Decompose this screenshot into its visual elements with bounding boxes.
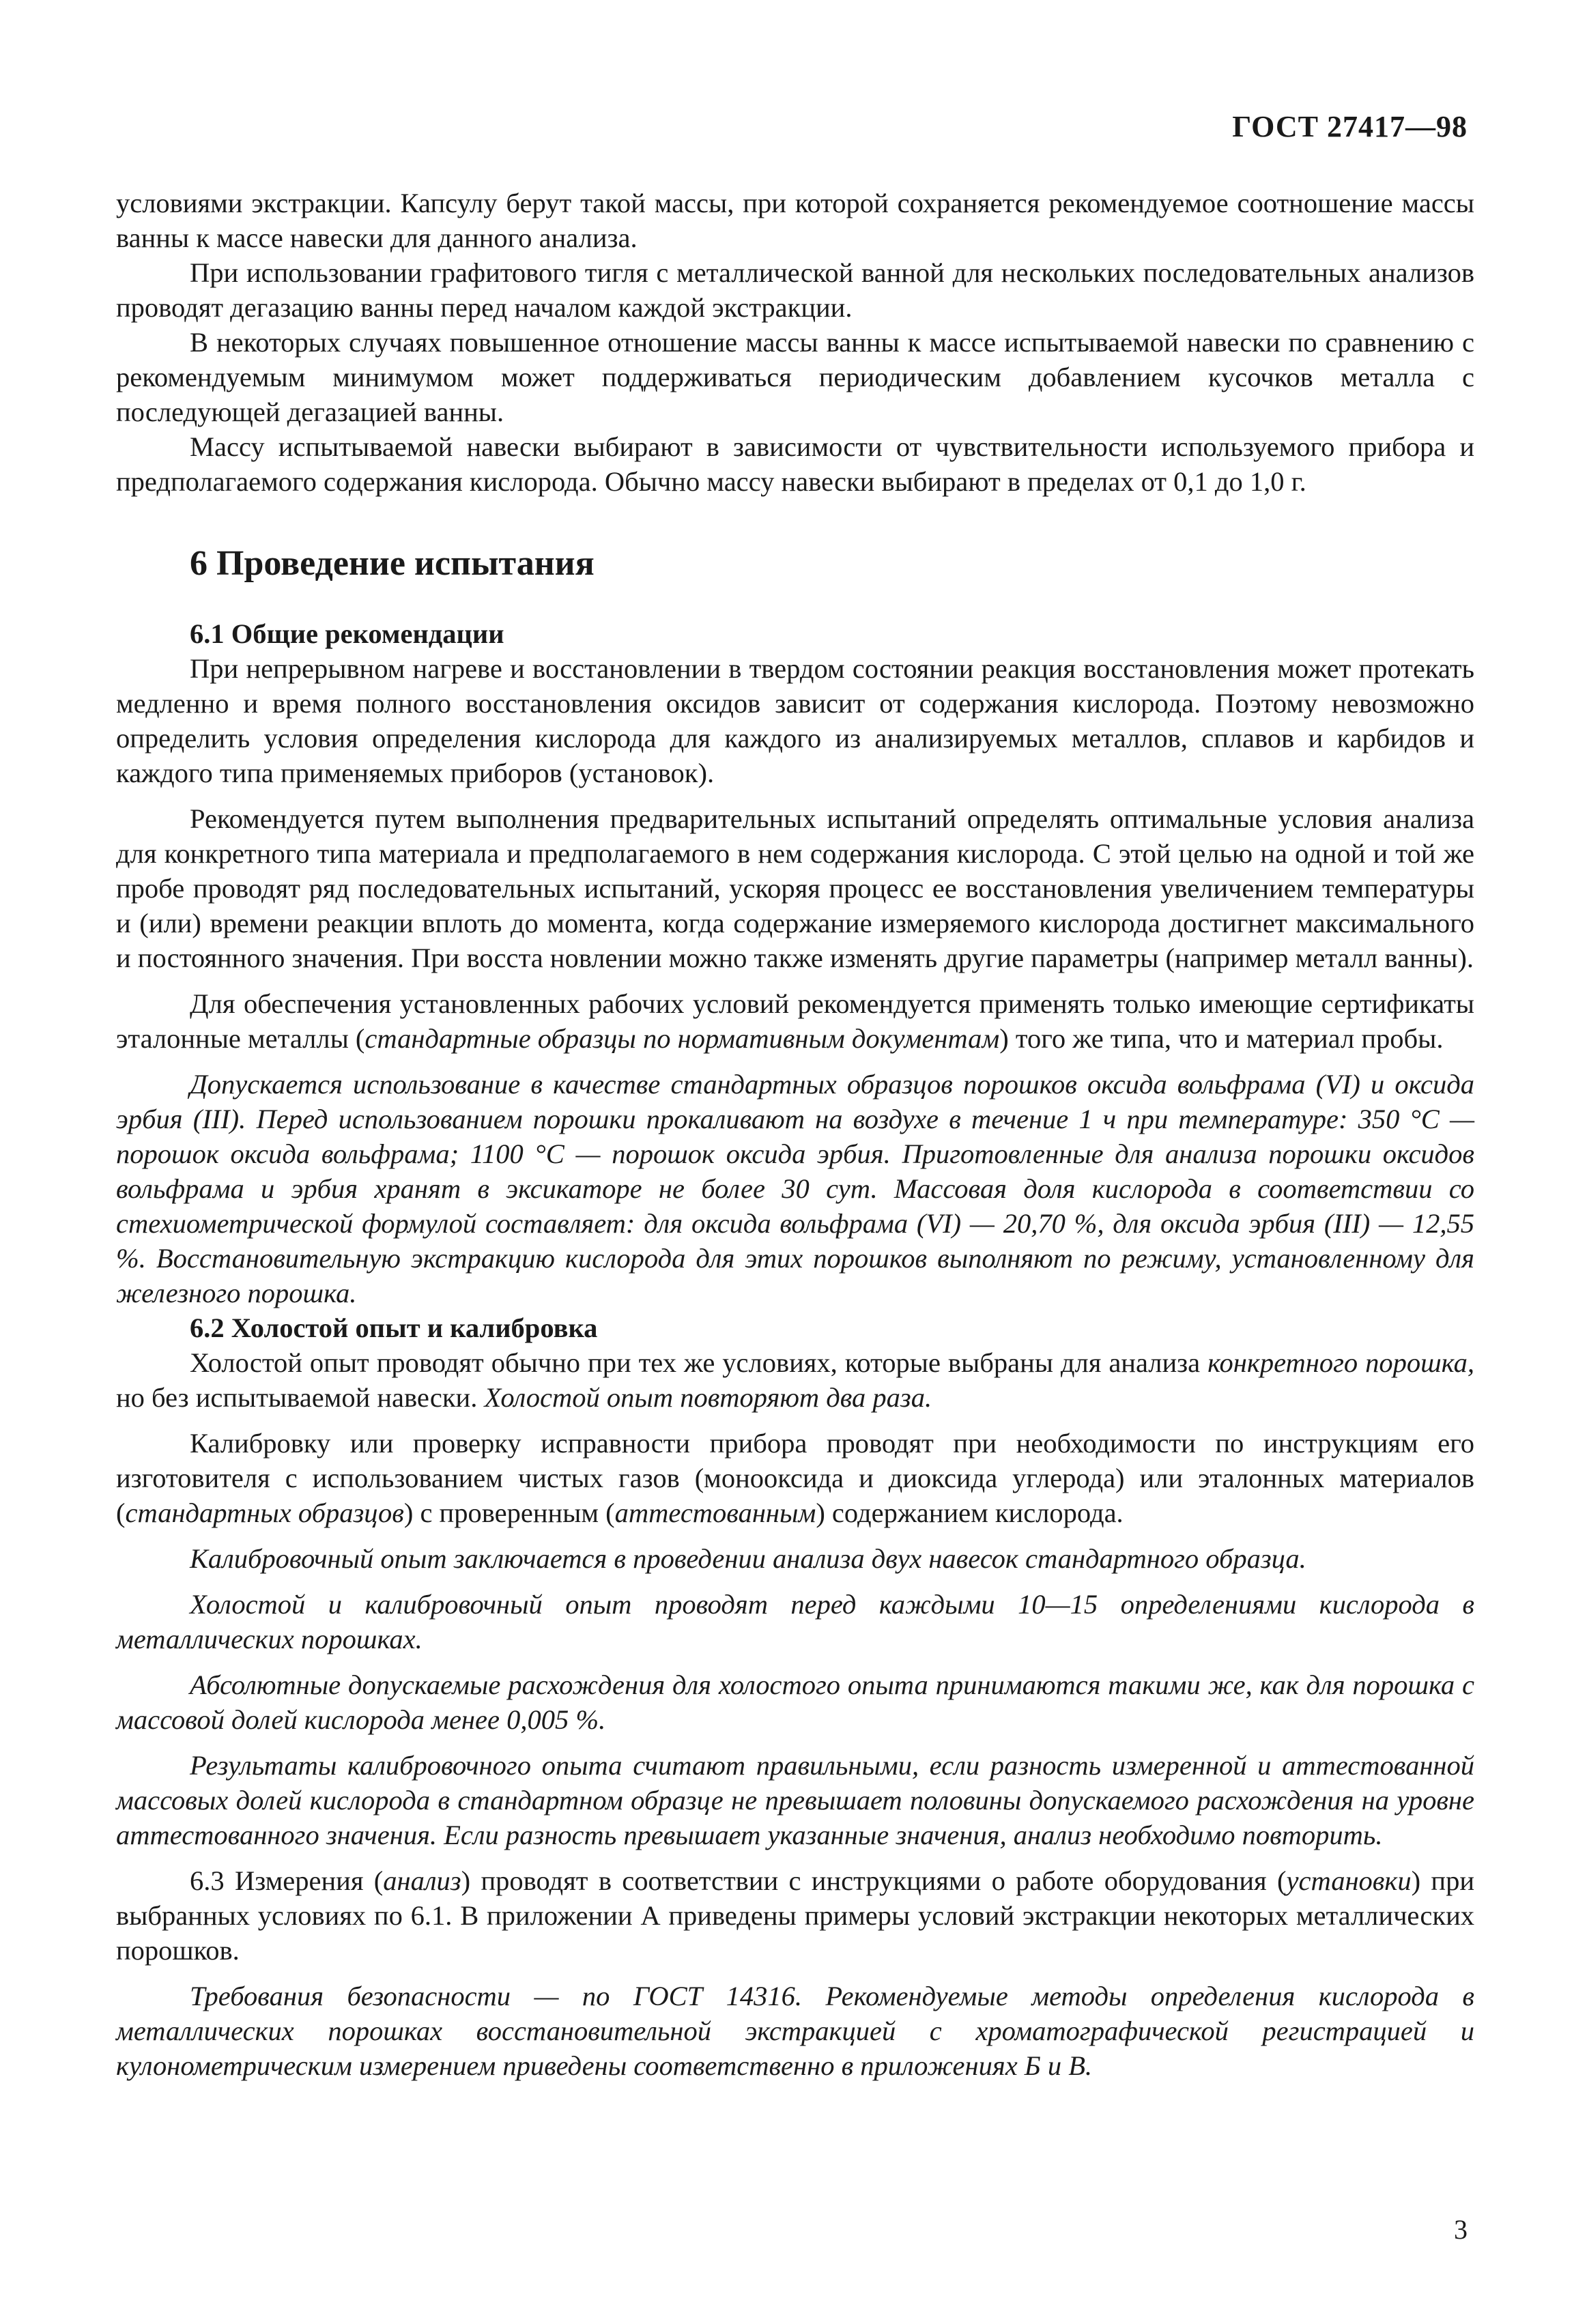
text-run: ) содержанием кислорода.: [816, 1497, 1124, 1528]
text-run: но без испытываемой навески.: [116, 1382, 485, 1413]
paragraph-6-1-oxide-standards: Допускается использование в качестве стандартных образцов порошков оксида вольфрама (VI) и оксида эрбия (III). Перед использованием порошки прокаливают на воздухе в течение 1 ч при температуре: 350 °C — порошок оксида вольфрама; 1100 °C — порошок оксида эрбия. Приготовленные для анализа порошки оксидов вольфрама и эрбия хранят в эксикаторе не более 30 сут. Массовая доля кислорода в соответствии со стехиометрической формулой составляет: для оксида вольфрама (VI) — 20,70 %, для оксида эрбия (III) — 12,55 %. Восстановительную экстракцию кислорода для этих порошков выполняют по режиму, установленному для железного порошка.: [116, 1069, 1474, 1308]
italic-run: стандартные образцы по нормативным документам: [364, 1023, 1000, 1054]
paragraph-bath-ratio: В некоторых случаях повышенное отношение массы ванны к массе испытываемой навески по сравнению с рекомендуемым минимумом может поддерживаться периодическим добавлением кусочков металла с последующей дегазацией ванны.: [116, 327, 1474, 427]
text-run: ) с проверенным (: [403, 1497, 615, 1528]
paragraph-6-1-reduction: При непрерывном нагреве и восстановлении в твердом состоянии реакция восстановления может протекать медленно и время полного восстановления оксидов зависит от содержания кислорода. Поэтому невозможно определить условия определения кислорода для каждого из анализируемых металлов, сплавов и карбидов и каждого типа применяемых приборов (установок).: [116, 653, 1474, 788]
paragraph-6-3-safety: Требования безопасности — по ГОСТ 14316. Рекомендуемые методы определения кислорода в металлических порошках восстановительной экстракцией с хроматографической регистрацией и кулонометрическим измерением приведены соответственно в приложениях Б и В.: [116, 1981, 1474, 2081]
text-run: ) при выбранных условиях по 6.1. В приложении А приведены примеры условий экстракции некоторых металлических порошков.: [116, 1865, 1475, 1966]
section-6-heading: 6 Проведение испытания: [190, 544, 595, 583]
paragraph-continuation: условиями экстракции. Капсулу берут такой массы, при которой сохраняется рекомендуемое соотношение массы ванны к массе навески для данного анализа.: [116, 188, 1474, 253]
document-code: ГОСТ 27417—98: [1232, 110, 1468, 143]
italic-run: стандартных образцов: [125, 1497, 404, 1528]
paragraph-6-2-results: Результаты калибровочного опыта считают правильными, если разность измеренной и аттестованной массовых долей кислорода в стандартном образце не превышает половины допускаемого расхождения на уровне аттестованного значения. Если разность превышает указанные значения, анализ необходимо повторить.: [116, 1750, 1474, 1850]
paragraph-6-2-calibration-test: Калибровочный опыт заключается в проведении анализа двух навесок стандартного образца.: [190, 1543, 1306, 1574]
text-run: ) проводят в соответствии с инструкциями о работе оборудования (: [461, 1865, 1287, 1896]
paragraph-6-2-tolerances: Абсолютные допускаемые расхождения для холостого опыта принимаются такими же, как для порошка с массовой долей кислорода менее 0,005 %.: [116, 1669, 1474, 1735]
document-body: [116, 186, 1474, 2083]
text-run: ) того же типа, что и материал пробы.: [999, 1023, 1444, 1054]
text-run: Калибровку или проверку исправности прибора проводят при необходимости по инструкциям его изготовителя с использованием чистых газов (монооксида и диоксида углерода) или эталонных материалов (: [116, 1428, 1474, 1528]
paragraph-6-1-preliminary-tests: Рекомендуется путем выполнения предварительных испытаний определять оптимальные условия анализа для конкретного типа материала и предполагаемого в нем содержания кислорода. С этой целью на одной и той же пробе проводят ряд последовательных испытаний, ускоряя процесс ее восстановления увеличением температуры и (или) времени реакции вплоть до момента, когда содержание измеряемого кислорода достигнет максимального и постоянного значения. При восста новлении можно также изменять другие параметры (например металл ванны).: [116, 803, 1474, 973]
italic-run: конкретного порошка,: [1207, 1347, 1474, 1378]
paragraph-6-3-measurements: [116, 1863, 1474, 1968]
italic-run: анализ: [383, 1865, 461, 1896]
italic-run: установки: [1286, 1865, 1412, 1896]
paragraph-6-2-blank-test: [116, 1345, 1474, 1415]
italic-run: Холостой опыт повторяют два раза.: [484, 1382, 932, 1413]
paragraph-6-2-frequency: Холостой и калибровочный опыт проводят перед каждыми 10—15 определениями кислорода в металлических порошках.: [116, 1589, 1474, 1654]
page-number: 3: [1454, 2214, 1468, 2245]
paragraph-6-1-reference-metals: [116, 986, 1474, 1056]
document-page: [116, 0, 1474, 2324]
paragraph-graphite-crucible: При использовании графитового тигля с металлической ванной для нескольких последовательных анализов проводят дегазацию ванны перед началом каждой экстракции.: [116, 257, 1474, 323]
paragraph-sample-mass: Массу испытываемой навески выбирают в зависимости от чувствительности используемого прибора и предполагаемого содержания кислорода. Обычно массу навески выбирают в пределах от 0,1 до 1,0 г.: [116, 431, 1474, 497]
text-run: 6.3 Измерения (: [190, 1865, 384, 1896]
subsection-6-2-heading: 6.2 Холостой опыт и калибровка: [190, 1312, 598, 1343]
italic-run: аттестованным: [614, 1497, 816, 1528]
subsection-6-1-heading: 6.1 Общие рекомендации: [190, 618, 504, 649]
text-run: Для обеспечения установленных рабочих условий рекомендуется применять только имеющие сертификаты эталонные металлы (: [116, 988, 1474, 1054]
paragraph-6-2-calibration: [116, 1426, 1474, 1530]
text-run: Холостой опыт проводят обычно при тех же условиях, которые выбраны для анализа: [190, 1347, 1208, 1378]
